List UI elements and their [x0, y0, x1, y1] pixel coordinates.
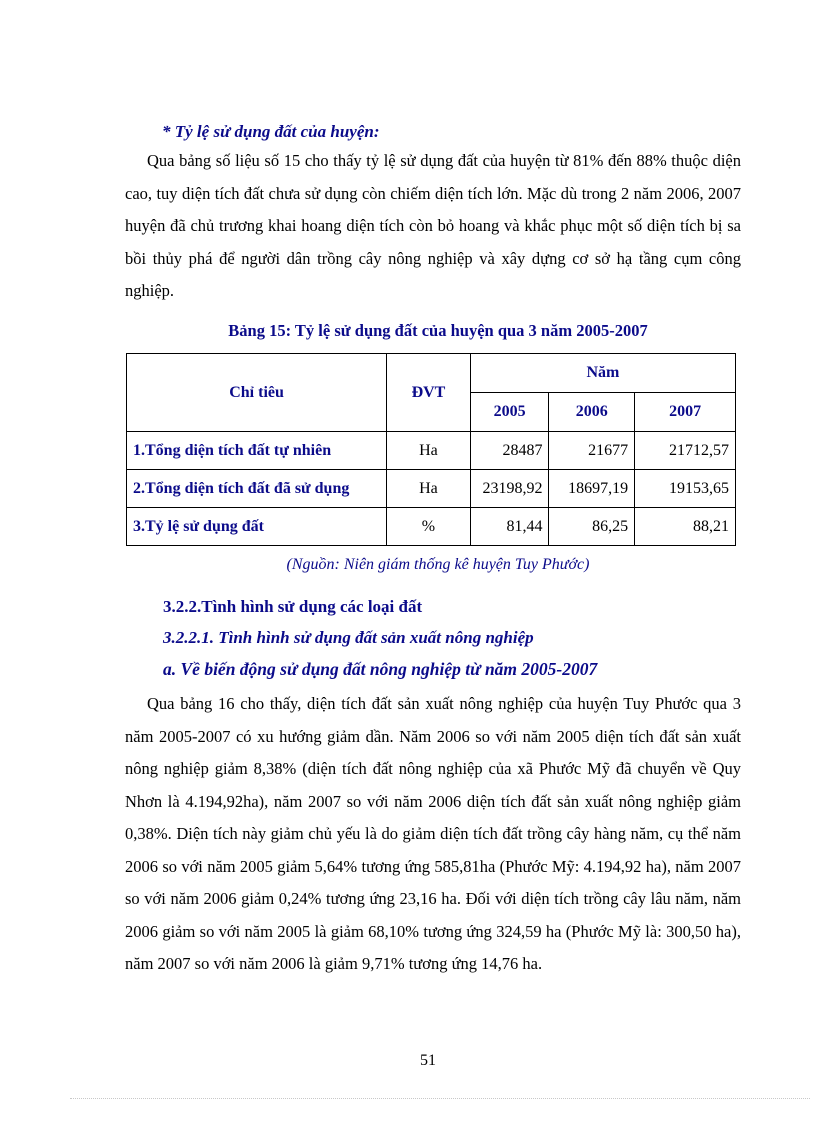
row-value: 21712,57 — [635, 432, 736, 470]
row-value: 86,25 — [549, 508, 635, 546]
paragraph-land-use-rate: Qua bảng số liệu số 15 cho thấy tỷ lệ sử dụng đất của huyện từ 81% đến 88% thuộc diện cao, tuy diện tích đất chưa sử dụng còn chiếm diện tích lớn. Mặc dù trong 2 năm 2006, 2007 huyện đã chủ trương khai hoang diện tích còn bỏ hoang và khắc phục một số diện tích bị sa bồi thủy phá để người dân trồng cây nông nghiệp và xây dựng cơ sở hạ tầng cụm công nghiệp. — [125, 151, 741, 300]
row-unit: % — [387, 508, 471, 546]
row-value: 88,21 — [635, 508, 736, 546]
row-value: 19153,65 — [635, 470, 736, 508]
row-value: 23198,92 — [470, 470, 549, 508]
row-value: 81,44 — [470, 508, 549, 546]
row-indicator: 3.Tỷ lệ sử dụng đất — [127, 508, 387, 546]
header-year: 2006 — [549, 393, 635, 432]
row-unit: Ha — [387, 470, 471, 508]
header-unit: ĐVT — [387, 354, 471, 432]
row-value: 21677 — [549, 432, 635, 470]
row-unit: Ha — [387, 432, 471, 470]
header-year-group: Năm — [470, 354, 735, 393]
table-row — [127, 508, 736, 546]
footer-divider — [70, 1098, 810, 1099]
land-use-table — [126, 353, 736, 546]
table-title: Bảng 15: Tỷ lệ sử dụng đất của huyện qua 3 năm 2005-2007 — [228, 321, 648, 340]
section-heading-3-2-2-1: 3.2.2.1. Tình hình sử dụng đất sản xuất nông nghiệp — [163, 628, 534, 647]
table-header-row — [127, 354, 736, 393]
land-use-rate-heading: * Tỷ lệ sử dụng đất của huyện: — [162, 122, 380, 141]
table-source-note: (Nguồn: Niên giám thống kê huyện Tuy Phước) — [286, 556, 590, 573]
row-value: 28487 — [470, 432, 549, 470]
subsection-heading-a: a. Về biến động sử dụng đất nông nghiệp từ năm 2005-2007 — [163, 659, 598, 679]
header-year: 2007 — [635, 393, 736, 432]
table-row — [127, 470, 736, 508]
header-indicator: Chỉ tiêu — [127, 354, 387, 432]
row-value: 18697,19 — [549, 470, 635, 508]
paragraph-agri-land-change: Qua bảng 16 cho thấy, diện tích đất sản xuất nông nghiệp của huyện Tuy Phước qua 3 năm 2005-2007 có xu hướng giảm dần. Năm 2006 so với năm 2005 diện tích đất sản xuất nông nghiệp giảm 8,38% (diện tích đất nông nghiệp của xã Phước Mỹ đã chuyển về Quy Nhơn là 4.194,92ha), năm 2007 so với năm 2006 diện tích đất sản xuất nông nghiệp giảm 0,38%. Diện tích này giảm chủ yếu là do giảm diện tích đất trồng cây hàng năm, cụ thể năm 2006 so với năm 2005 giảm 5,64% tương ứng 585,81ha (Phước Mỹ: 4.194,92 ha), năm 2007 so với năm 2006 giảm 0,24% tương ứng 23,16 ha. Đối với diện tích trồng cây lâu năm, năm 2006 giảm so với năm 2005 là giảm 68,10% tương ứng 324,59 ha (Phước Mỹ là: 300,50 ha), năm 2007 so với năm 2006 là giảm 9,71% tương ứng 14,76 ha. — [125, 694, 741, 973]
header-year: 2005 — [470, 393, 549, 432]
table-row — [127, 432, 736, 470]
row-indicator: 1.Tổng diện tích đất tự nhiên — [127, 432, 387, 470]
section-heading-3-2-2: 3.2.2.Tình hình sử dụng các loại đất — [163, 597, 423, 616]
row-indicator: 2.Tổng diện tích đất đã sử dụng — [127, 470, 387, 508]
page-number: 51 — [420, 1052, 436, 1069]
